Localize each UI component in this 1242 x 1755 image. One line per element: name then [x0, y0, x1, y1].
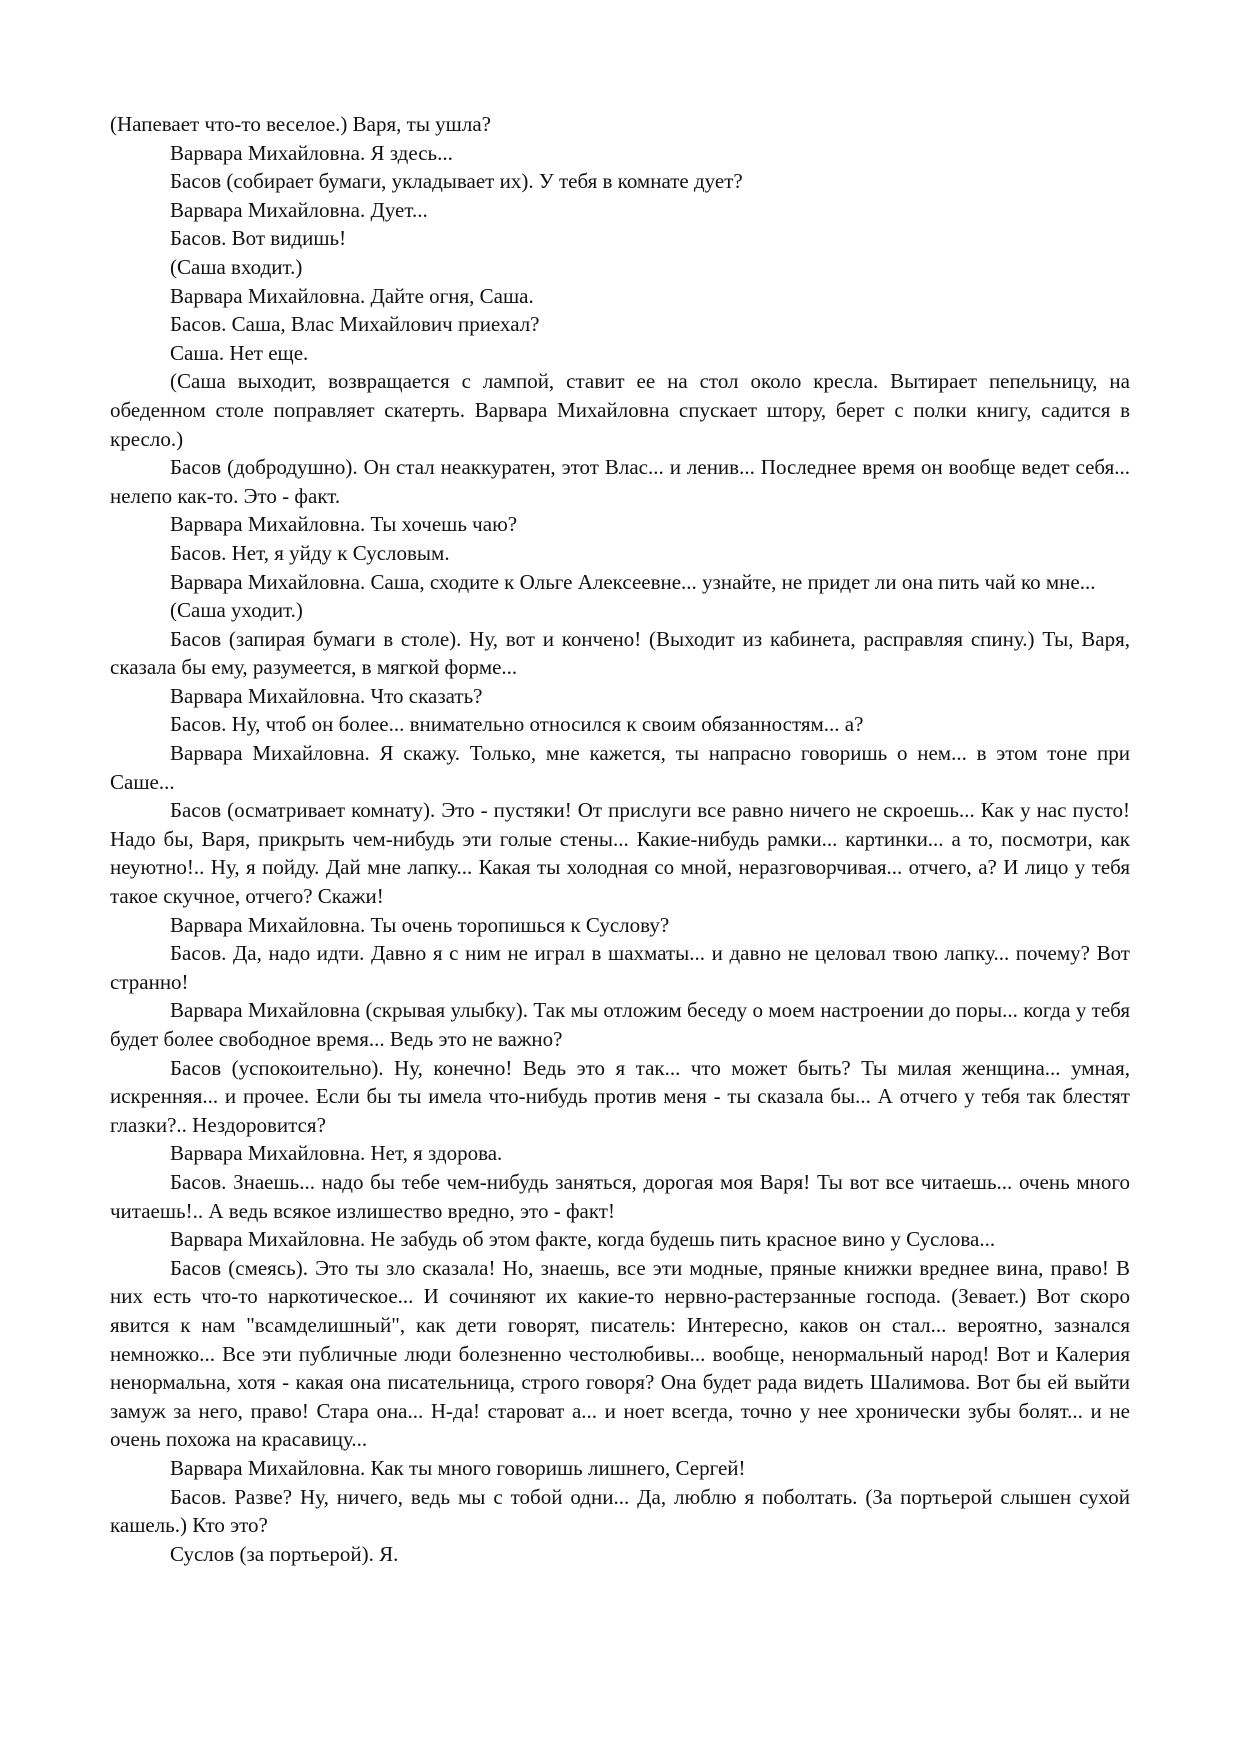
paragraph: Варвара Михайловна. Нет, я здорова. — [170, 1141, 503, 1166]
paragraph: Басов. Вот видишь! — [170, 226, 347, 251]
paragraph: Варвара Михайловна. Я скажу. Только, мне кажется, ты напрасно говоришь о нем... в этом тоне при Саше... — [110, 741, 1130, 794]
paragraph: Варвара Михайловна. Дайте огня, Саша. — [170, 283, 534, 308]
paragraph: Варвара Михайловна. Ты хочешь чаю? — [170, 512, 518, 537]
paragraph: Саша. Нет еще. — [170, 340, 309, 365]
paragraph: Басов. Саша, Влас Михайлович приехал? — [170, 312, 540, 337]
paragraph: Басов (успокоительно). Ну, конечно! Ведь это я так... что может быть? Ты милая женщина... умная, искренняя... и прочее. Если бы ты имела что-нибудь против меня - ты сказала бы... А отчего у тебя так блестят глазки?.. Нездоровится? — [110, 1055, 1130, 1137]
paragraph: Варвара Михайловна. Саша, сходите к Ольге Алексеевне... узнайте, не придет ли она пить чай ко мне... — [170, 569, 1096, 594]
paragraph: Суслов (за портьерой). Я. — [170, 1541, 399, 1566]
paragraph: Басов. Ну, чтоб он более... внимательно относился к своим обязанностям... а? — [170, 712, 864, 737]
paragraph: Басов (собирает бумаги, укладывает их). У тебя в комнате дует? — [170, 169, 743, 194]
stage-direction: (Саша уходит.) — [170, 598, 303, 623]
paragraph: Варвара Михайловна. Что сказать? — [170, 683, 483, 708]
stage-direction: (Саша входит.) — [170, 254, 303, 279]
paragraph: Басов (запирая бумаги в столе). Ну, вот и кончено! (Выходит из кабинета, расправляя спину.) Ты, Варя, сказала бы ему, разумеется, в мягкой форме... — [110, 626, 1130, 680]
paragraph: (Напевает что-то веселое.) Варя, ты ушла? — [110, 112, 491, 136]
paragraph: Басов. Нет, я уйду к Сусловым. — [170, 540, 450, 565]
paragraph: Басов. Да, надо идти. Давно я с ним не играл в шахматы... и давно не целовал твою лапку... почему? Вот странно! — [110, 941, 1130, 994]
paragraph: Басов (добродушно). Он стал неаккуратен, этот Влас... и ленив... Последнее время он вообще ведет себя... нелепо как-то. Это - факт. — [110, 455, 1130, 508]
paragraph: Басов (смеясь). Это ты зло сказала! Но, знаешь, все эти модные, пряные книжки вреднее вина, право! В них есть что-то наркотическое... И сочиняют их какие-то нервно-растерзанные господа. (Зевает.) Вот скоро явится к нам "всамделишный", как дети говорят, писатель: Интересно, каков он стал... вероятно, зазнался немножко... Все эти публичные люди болезненно честолюбивы... вообще, ненормальный народ! Вот и Калерия ненормальна, хотя - какая она писательница, строго говоря? Она будет рада видеть Шалимова. Вот бы ей выйти замуж за него, право! Стара она... Н-да! староват а... и ноет всегда, точно у нее хронически зубы болят... и не очень похожа на красавицу... — [110, 1255, 1130, 1452]
paragraph: Варвара Михайловна. Дует... — [170, 197, 428, 222]
paragraph: Басов. Разве? Ну, ничего, ведь мы с тобой одни... Да, люблю я поболтать. (За портьерой слышен сухой кашель.) Кто это? — [110, 1484, 1130, 1538]
paragraph: Варвара Михайловна. Как ты много говоришь лишнего, Сергей! — [170, 1455, 746, 1480]
paragraph: Варвара Михайловна. Я здесь... — [170, 140, 453, 165]
paragraph: Басов (осматривает комнату). Это - пустяки! От прислуги все равно ничего не скроешь... Как у нас пусто! Надо бы, Варя, прикрыть чем-нибудь эти голые стены... Какие-нибудь рамки... картинки... а то, посмотри, как неуютно!.. Ну, я пойду. Дай мне лапку... Какая ты холодная со мной, неразговорчивая... отчего, а? И лицо у тебя такое скучное, отчего? Скажи! — [110, 798, 1130, 909]
paragraph: Варвара Михайловна. Не забудь об этом факте, когда будешь пить красное вино у Суслова... — [170, 1227, 996, 1252]
paragraph: Басов. Знаешь... надо бы тебе чем-нибудь заняться, дорогая моя Варя! Ты вот все читаешь... очень много читаешь!.. А ведь всякое излишество вредно, это - факт! — [110, 1169, 1130, 1223]
document-page — [110, 110, 1130, 1568]
stage-direction: (Саша выходит, возвращается с лампой, ставит ее на стол около кресла. Вытирает пепельницу, на обеденном столе поправляет скатерть. Варвара Михайловна спускает штору, берет с полки книгу, садится в кресло.) — [110, 369, 1130, 451]
paragraph: Варвара Михайловна (скрывая улыбку). Так мы отложим беседу о моем настроении до поры... когда у тебя будет более свободное время... Ведь это не важно? — [110, 998, 1130, 1051]
paragraph: Варвара Михайловна. Ты очень торопишься к Суслову? — [170, 912, 670, 937]
